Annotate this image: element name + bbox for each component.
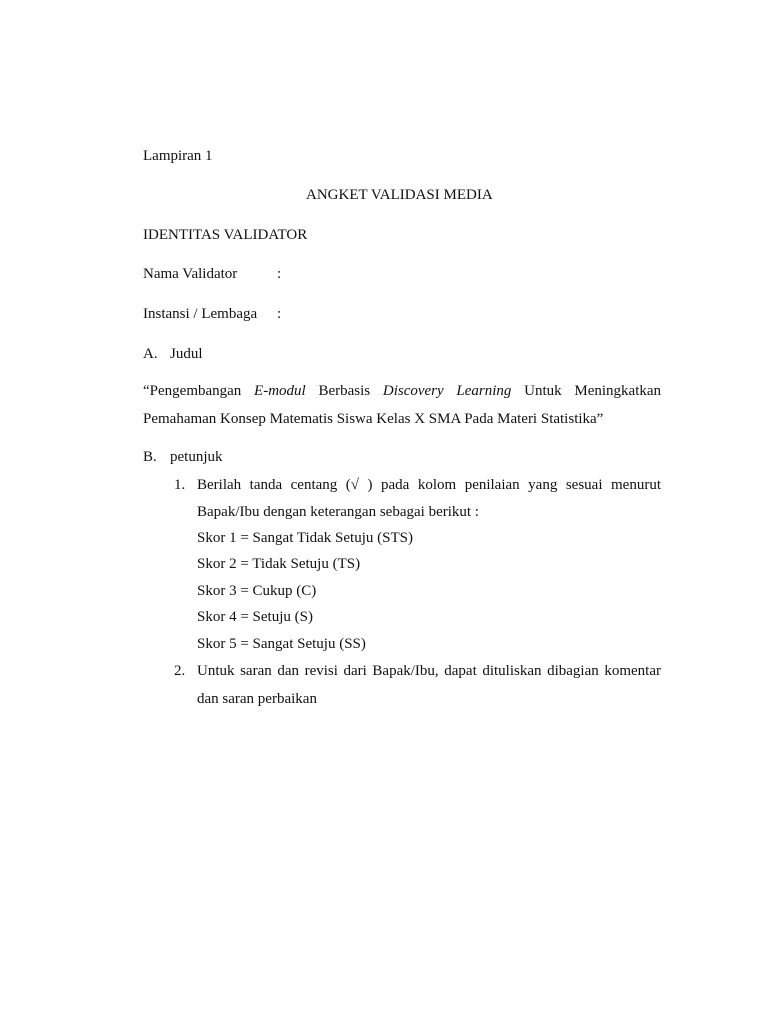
- research-title-line-2: Pemahaman Konsep Matematis Siswa Kelas X SMA Pada Materi Statistika”: [143, 411, 604, 427]
- section-b-heading: petunjuk: [170, 449, 223, 465]
- instruction-word: pada: [381, 477, 410, 493]
- title-word: Meningkatkan: [574, 383, 662, 399]
- title-word: Berbasis: [318, 383, 371, 399]
- score-item: Skor 5 = Sangat Setuju (SS): [197, 636, 366, 652]
- section-a-marker: A.: [143, 346, 158, 362]
- instruction-word: menurut: [611, 477, 662, 493]
- title-word-italic: Learning: [456, 383, 512, 399]
- title-word: Untuk: [524, 383, 562, 399]
- field-colon-validator-name: :: [277, 266, 282, 282]
- identity-heading: IDENTITAS VALIDATOR: [143, 227, 308, 243]
- score-item: Skor 1 = Sangat Tidak Setuju (STS): [197, 530, 413, 546]
- instruction-1-number: 1.: [174, 477, 186, 493]
- title-word: “Pengembangan: [143, 383, 242, 399]
- instruction-word: penilaian: [464, 477, 520, 493]
- instruction-word: yang: [528, 477, 558, 493]
- field-label-institution: Instansi / Lembaga: [143, 306, 258, 322]
- research-title-line-1: [143, 382, 661, 400]
- score-item: Skor 2 = Tidak Setuju (TS): [197, 556, 361, 572]
- attachment-label: Lampiran 1: [143, 148, 213, 164]
- instruction-word: sesuai: [565, 477, 603, 493]
- field-colon-institution: :: [277, 306, 282, 322]
- document-title: ANGKET VALIDASI MEDIA: [306, 187, 493, 203]
- checkmark-symbol: (√ ): [345, 477, 373, 493]
- title-word-italic: Discovery: [382, 383, 444, 399]
- score-item: Skor 3 = Cukup (C): [197, 583, 317, 599]
- instruction-2-line-1: Untuk saran dan revisi dari Bapak/Ibu, dapat dituliskan dibagian komentar: [197, 663, 661, 679]
- instruction-2-line-2: dan saran perbaikan: [197, 691, 317, 707]
- instruction-word: centang: [290, 477, 338, 493]
- instruction-1-line-2: Bapak/Ibu dengan keterangan sebagai berikut :: [197, 504, 479, 520]
- title-word-italic: E-modul: [254, 383, 306, 399]
- section-a-heading: Judul: [170, 346, 203, 362]
- instruction-word: tanda: [249, 477, 283, 493]
- instruction-1-line-1: [197, 476, 661, 494]
- instruction-word: Berilah: [197, 477, 242, 493]
- section-b-marker: B.: [143, 449, 157, 465]
- score-item: Skor 4 = Setuju (S): [197, 609, 313, 625]
- instruction-word: kolom: [417, 477, 457, 493]
- instruction-2-number: 2.: [174, 663, 186, 679]
- field-label-validator-name: Nama Validator: [143, 266, 238, 282]
